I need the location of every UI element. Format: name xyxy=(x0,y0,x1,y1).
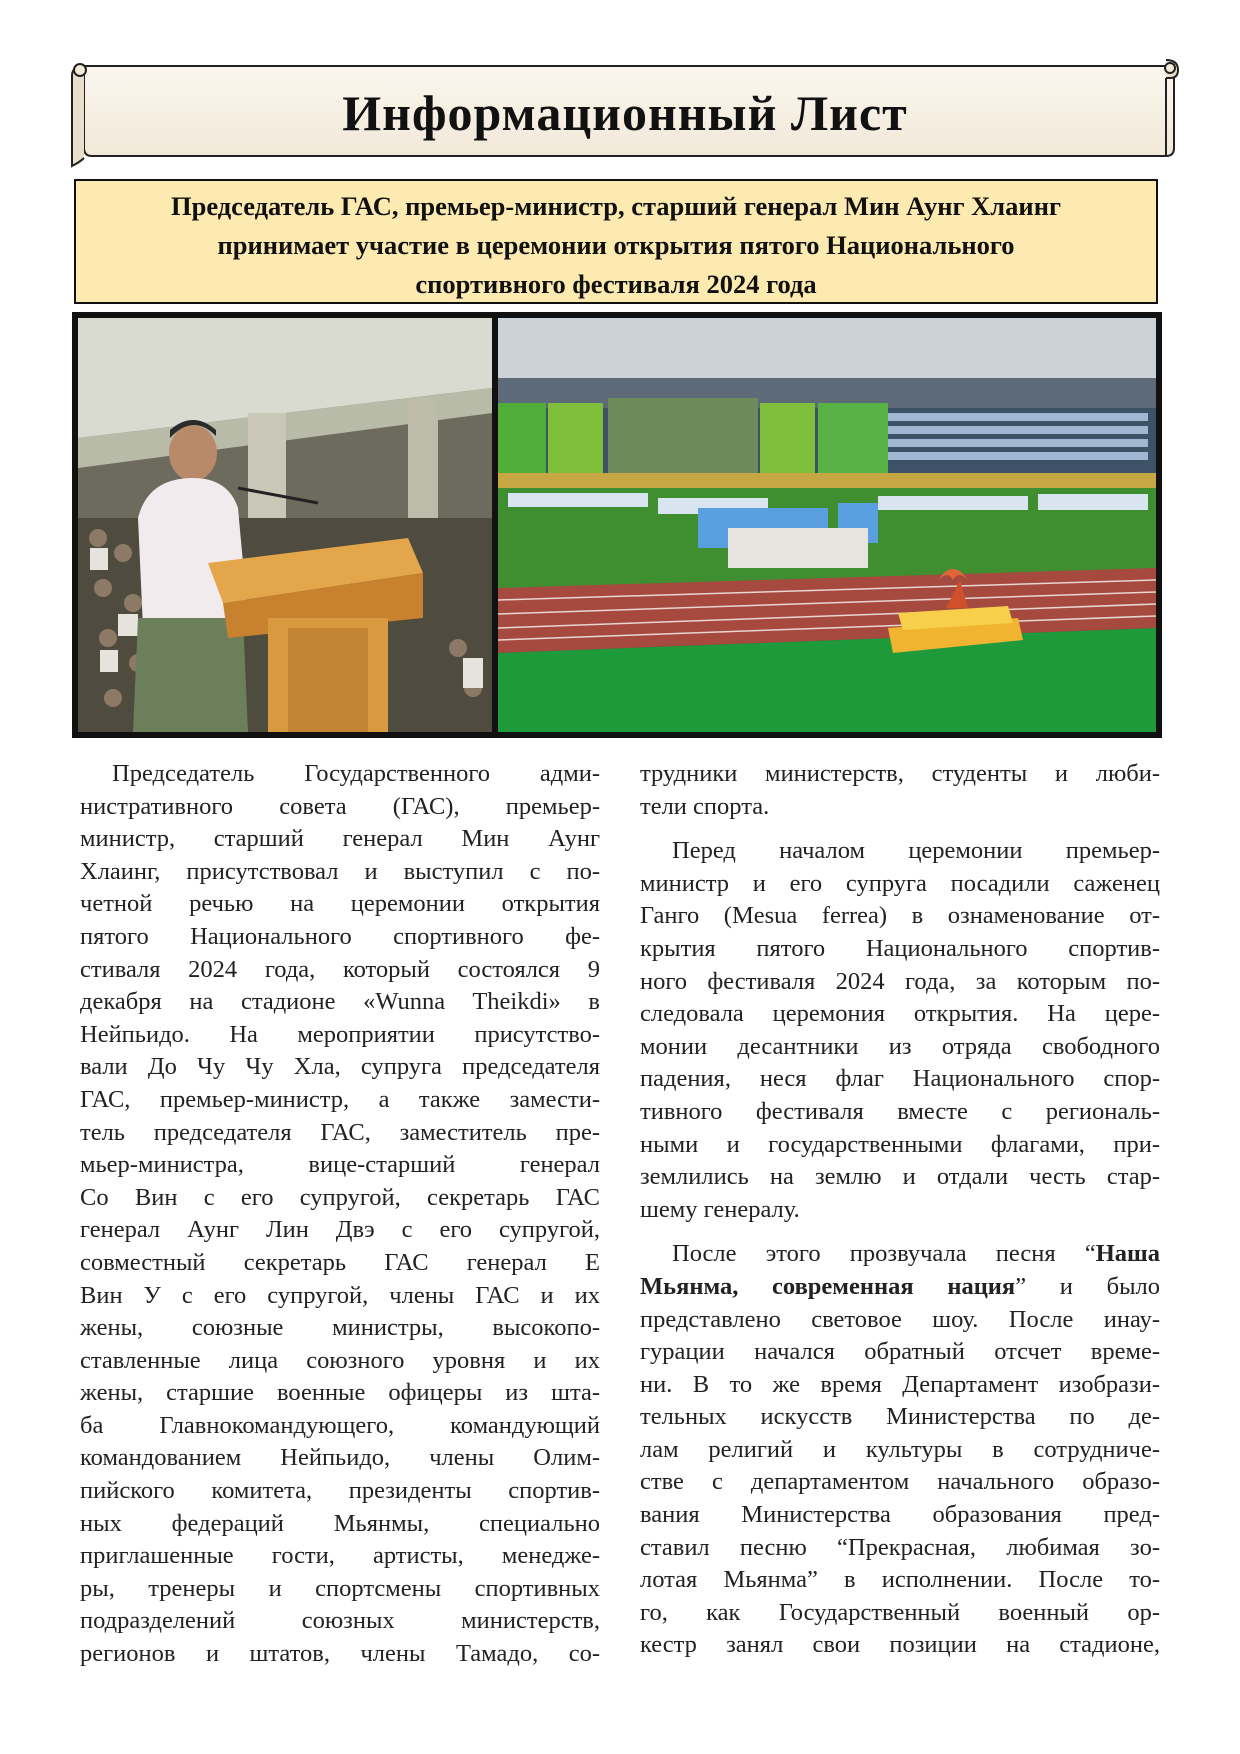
song-title-bold: Наша xyxy=(1095,1240,1160,1268)
paragraph-line: министр и его супруга посадили саженец xyxy=(640,869,1160,897)
paragraph-line: жены, союзные министры, высокопо- xyxy=(80,1314,600,1342)
paragraph-line: трудники министерств, студенты и люби- xyxy=(640,760,1160,787)
paragraph-line: ГАС, премьер-министр, а также замести- xyxy=(80,1085,600,1113)
paragraph-line: приглашенные гости, артисты, менедже- xyxy=(80,1542,600,1570)
paragraph-line: генерал Аунг Лин Двэ с его супругой, xyxy=(80,1216,600,1244)
paragraph-line xyxy=(640,1271,1160,1304)
headline-line: Председатель ГАС, премьер-министр, старший генерал Мин Аунг Хлаинг xyxy=(170,191,1061,221)
paragraph-line: тели спорта. xyxy=(640,792,770,820)
paragraph-line: пийского комитета, президенты спортив- xyxy=(80,1477,600,1505)
headline-box xyxy=(74,179,1158,304)
paragraph-line: крытия пятого Национального спортив- xyxy=(640,934,1160,962)
article-left-column xyxy=(80,758,600,1671)
paragraph-line: вания Министерства образования пред- xyxy=(640,1501,1160,1529)
song-intro-text: После этого прозвучала песня “ xyxy=(672,1240,1096,1268)
paragraph-line xyxy=(640,1238,1160,1271)
photo-strip xyxy=(72,312,1162,738)
paragraph-line: землились на землю и отдали честь стар- xyxy=(640,1163,1160,1191)
title-banner xyxy=(70,58,1180,168)
paragraph-line: стве с департаментом начального образо- xyxy=(640,1468,1160,1496)
song-after-text: ” и было xyxy=(1015,1272,1161,1300)
paragraph-line: совместный секретарь ГАС генерал Е xyxy=(80,1248,600,1276)
paragraph-line: падения, неся флаг Национального спор- xyxy=(640,1065,1160,1093)
paragraph-line: Председатель Государственного адми- xyxy=(112,760,600,787)
paragraph-line: подразделений союзных министерств, xyxy=(80,1607,600,1635)
headline-line: принимает участие в церемонии открытия пятого Национального xyxy=(217,230,1015,260)
paragraph-line: лотая Мьянма” в исполнении. После то- xyxy=(640,1566,1160,1594)
paragraph-line: нистративного совета (ГАС), премьер- xyxy=(80,792,600,820)
paragraph-line: декабря на стадионе «Wunna Theikdi» в xyxy=(80,988,600,1016)
paragraph-line: лам религий и культуры в сотрудниче- xyxy=(640,1435,1160,1463)
paragraph-line: Нейпьидо. На мероприятии присутство- xyxy=(80,1020,600,1048)
song-title-bold: Мьянма, современная нация xyxy=(640,1272,1016,1300)
paragraph-line: Со Вин с его супругой, секретарь ГАС xyxy=(80,1183,600,1211)
paragraph-line: гурации начался обратный отсчет време- xyxy=(640,1338,1160,1366)
paragraph-line: тельных искусств Министерства по де- xyxy=(640,1403,1160,1431)
paragraph-line: Хлаинг, присутствовал и выступил с по- xyxy=(80,857,600,885)
paragraph-line: ными и государственными флагами, при- xyxy=(640,1130,1160,1158)
paragraph-line: жены, старшие военные офицеры из шта- xyxy=(80,1379,600,1407)
paragraph-line: ры, тренеры и спортсмены спортивных xyxy=(80,1574,600,1602)
paragraph-line: ставил песню “Прекрасная, любимая зо- xyxy=(640,1533,1160,1561)
paragraph-line: Вин У с его супругой, члены ГАС и их xyxy=(80,1281,600,1309)
article-right-column xyxy=(640,758,1160,1662)
paragraph-line: го, как Государственный военный ор- xyxy=(640,1598,1160,1626)
paragraph-line: кестр занял свои позиции на стадионе, xyxy=(640,1631,1160,1659)
stadium-ceremony-photo xyxy=(498,318,1156,732)
page-title: Информационный Лист xyxy=(342,85,908,141)
paragraph-line: шему генералу. xyxy=(640,1195,800,1223)
paragraph-line: ба Главнокомандующего, командующий xyxy=(80,1411,600,1439)
paragraph-line: стиваля 2024 года, который состоялся 9 xyxy=(80,955,600,983)
paragraph-line: ного фестиваля 2024 года, за которым по- xyxy=(640,967,1160,995)
paragraph-line: ставленные лица союзного уровня и их xyxy=(80,1346,600,1374)
paragraph-line: следовала церемония открытия. На цере- xyxy=(640,1000,1160,1028)
paragraph-line: тивного фестиваля вместе с региональ- xyxy=(640,1097,1160,1125)
speaker-at-podium-photo xyxy=(78,318,492,732)
paragraph-line: четной речью на церемонии открытия xyxy=(80,890,600,918)
paragraph-line: пятого Национального спортивного фе- xyxy=(80,922,600,950)
paragraph-line: министр, старший генерал Мин Аунг xyxy=(80,825,600,853)
paragraph-line: Перед началом церемонии премьер- xyxy=(672,837,1160,865)
paragraph-line: ни. В то же время Департамент изобрази- xyxy=(640,1370,1160,1398)
paragraph-line: тель председателя ГАС, заместитель пре- xyxy=(80,1118,600,1146)
paragraph-line: вали До Чу Чу Хла, супруга председателя xyxy=(80,1053,600,1081)
paragraph-line: монии десантники из отряда свободного xyxy=(640,1032,1160,1060)
paragraph-line: Ганго (Mesua ferrea) в ознаменование от- xyxy=(640,902,1160,930)
headline-line: спортивного фестиваля 2024 года xyxy=(415,269,817,299)
paragraph-line: регионов и штатов, члены Тамадо, со- xyxy=(80,1640,600,1668)
paragraph-line: ных федераций Мьянмы, специально xyxy=(80,1509,600,1537)
paragraph-line: командованием Нейпьидо, члены Олим- xyxy=(80,1444,600,1472)
paragraph-line: мьер-министра, вице-старший генерал xyxy=(80,1151,600,1179)
paragraph-line: представлено световое шоу. После инау- xyxy=(640,1305,1160,1333)
